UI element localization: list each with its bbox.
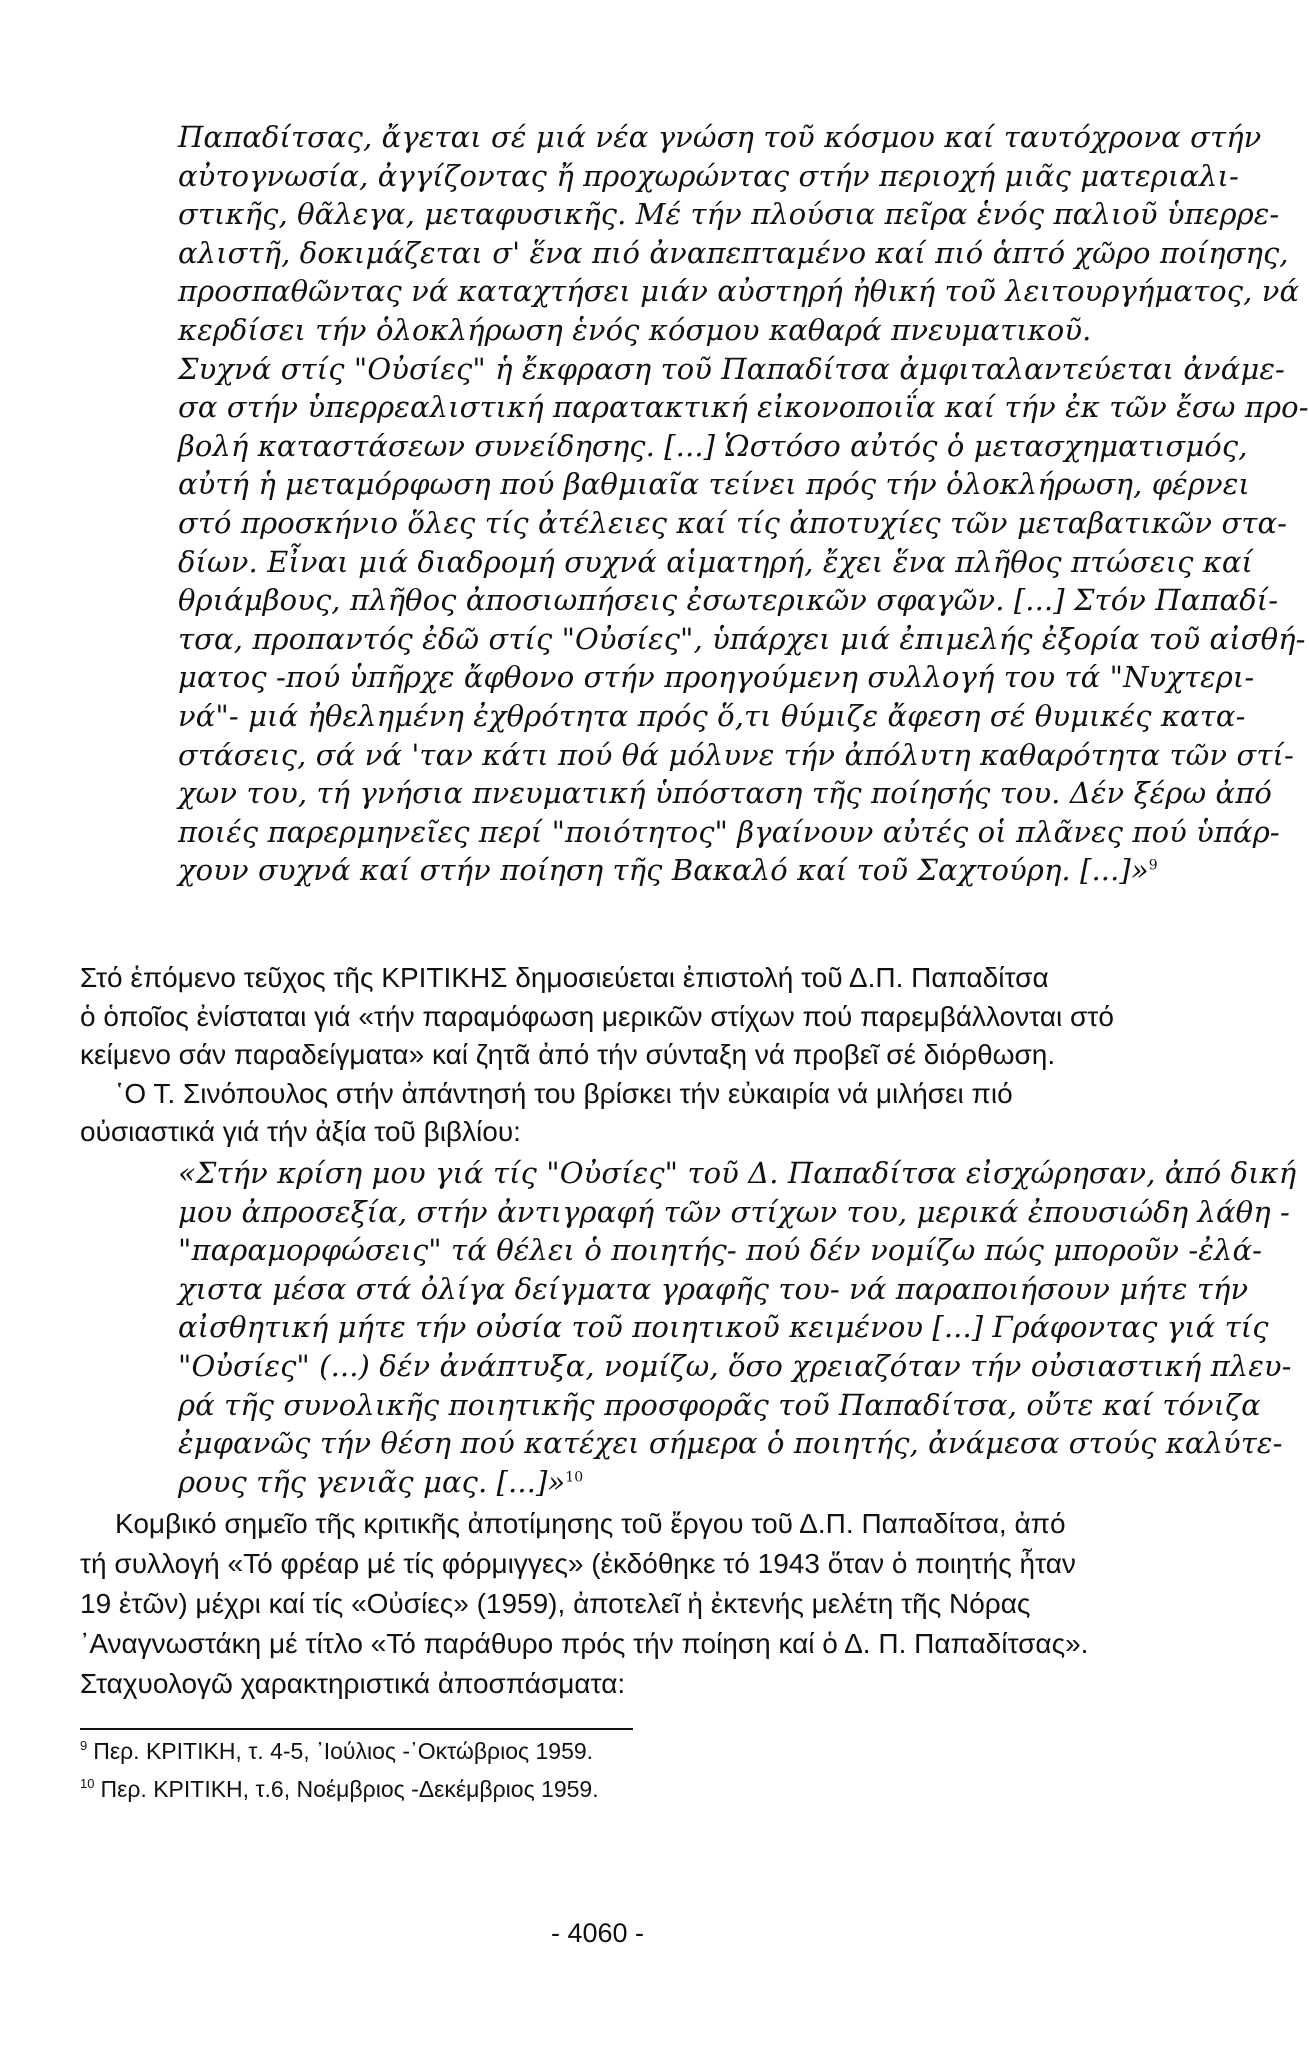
footnote-number: 9 bbox=[80, 1738, 88, 1754]
text-line: "Οὐσίες" (...) δέν ἀνάπτυξα, νομίζω, ὅσο χρειαζόταν τήν οὐσιαστική πλευ- bbox=[178, 1349, 1292, 1383]
footnote-separator bbox=[80, 1728, 633, 1730]
text-line: στάσεις, σά νά 'ταν κάτι πού θά μόλυνε τήν ἀπόλυτη καθαρότητα τῶν στί- bbox=[178, 737, 1294, 772]
text-line: ῾Ο Τ. Σινόπουλος στήν ἀπάντησή του βρίσκει τήν εὐκαιρία νά μιλήσει πιό bbox=[115, 1077, 1013, 1109]
text-line: ᾿Αναγνωστάκη μέ τίτλο «Τό παράθυρο πρός τήν ποίηση καί ὁ Δ. Π. Παπαδίτσας». bbox=[80, 1628, 1089, 1659]
text-line: ρους τῆς γενιᾶς μας. [...]»$^{10}$ bbox=[178, 1464, 584, 1499]
text-line: 19 ἐτῶν) μέχρι καί τίς «Οὐσίες» (1959), ἀποτελεῖ ἡ ἐκτενής μελέτη τῆς Νόρας bbox=[80, 1588, 1031, 1619]
footnote bbox=[80, 1776, 599, 1803]
footnote bbox=[80, 1738, 593, 1765]
footnote-number: 10 bbox=[80, 1776, 95, 1792]
text-line: προσπαθῶντας νά καταχτήσει μιάν αὐστηρή ἠθική τοῦ λειτουργήματος, νά bbox=[178, 274, 1300, 309]
text-line: μου ἀπροσεξία, στήν ἀντιγραφή τῶν στίχων του, μερικά ἐπουσιώδη λάθη - bbox=[178, 1194, 1290, 1229]
footnote-text: Περ. ΚΡΙΤΙΚΗ, τ. 4-5, ᾿Ιούλιος -᾿Οκτώβριος 1959. bbox=[93, 1738, 594, 1764]
text-line: «Στήν κρίση μου γιά τίς "Οὐσίες" τοῦ Δ. Παπαδίτσα εἰσχώρησαν, ἀπό δική bbox=[178, 1156, 1297, 1190]
text-line: Σταχυολογῶ χαρακτηριστικά ἀποσπάσματα: bbox=[80, 1668, 626, 1699]
text-line: ρά τῆς συνολικῆς ποιητικῆς προσφορᾶς τοῦ Παπαδίτσα, οὔτε καί τόνιζα bbox=[178, 1387, 1261, 1422]
text-line: χιστα μέσα στά ὀλίγα δείγματα γραφῆς του- νά παραποιήσουν μήτε τήν bbox=[178, 1271, 1249, 1306]
text-line: ὁ ὁποῖος ἐνίσταται γιά «τήν παραμόφωση μερικῶν στίχων πού παρεμβάλλονται στό bbox=[80, 1000, 1114, 1032]
text-line: αἰσθητική μήτε τήν οὐσία τοῦ ποιητικοῦ κειμένου [...] Γράφοντας γιά τίς bbox=[178, 1310, 1269, 1345]
text-line: νά"- μιά ἠθελημένη ἐχθρότητα πρός ὅ,τι θύμιζε ἄφεση σέ θυμικές κατα- bbox=[178, 699, 1246, 733]
text-line: στικῆς, θᾶλεγα, μεταφυσικῆς. Μέ τήν πλούσια πεῖρα ἑνός παλιοῦ ὑπερρε- bbox=[178, 197, 1280, 232]
text-line: "παραμορφώσεις" τά θέλει ὁ ποιητής- πού δέν νομίζω πώς μποροῦν -ἐλά- bbox=[178, 1233, 1263, 1268]
text-line: Παπαδίτσας, ἄγεται σέ μιά νέα γνώση τοῦ κόσμου καί ταυτόχρονα στήν bbox=[178, 120, 1262, 154]
text-line: χουν συχνά καί στήν ποίηση τῆς Βακαλό καί τοῦ Σαχτούρη. [...]»$^9$ bbox=[178, 853, 1158, 888]
text-line: οὐσιαστικά γιά τήν ἀξία τοῦ βιβλίου: bbox=[80, 1116, 521, 1147]
text-line: δίων. Εἶναι μιά διαδρομή συχνά αἱματηρή, ἔχει ἕνα πλῆθος πτώσεις καί bbox=[178, 544, 1253, 579]
footnote-text: Περ. ΚΡΙΤΙΚΗ, τ.6, Νοέμβριος -Δεκέμβριος 1959. bbox=[100, 1776, 599, 1802]
text-line: τσα, προπαντός ἐδῶ στίς "Οὐσίες", ὑπάρχει μιά ἐπιμελής ἐξορία τοῦ αἰσθή- bbox=[178, 621, 1306, 656]
footnote-ref: 10 bbox=[565, 1469, 584, 1486]
text-line: κερδίσει τήν ὁλοκλήρωση ἑνός κόσμου καθαρά πνευματικοῦ. bbox=[178, 313, 1092, 347]
text-line: τή συλλογή «Τό φρέαρ μέ τίς φόρμιγγες» (ἐκδόθηκε τό 1943 ὅταν ὁ ποιητής ἦταν bbox=[80, 1548, 1076, 1579]
text-line: Στό ἑπόμενο τεῦχος τῆς ΚΡΙΤΙΚΗΣ δημοσιεύεται ἐπιστολή τοῦ Δ.Π. Παπαδίτσα bbox=[80, 962, 1049, 993]
text-line: στό προσκήνιο ὅλες τίς ἀτέλειες καί τίς ἀποτυχίες τῶν μεταβατικῶν στα- bbox=[178, 506, 1288, 540]
text-line: ἐμφανῶς τήν θέση πού κατέχει σήμερα ὁ ποιητής, ἀνάμεσα στούς καλύτε- bbox=[178, 1426, 1283, 1461]
text-line: κείμενο σάν παραδείγματα» καί ζητᾶ ἀπό τήν σύνταξη νά προβεῖ σέ διόρθωση. bbox=[80, 1039, 1056, 1070]
text-line: αὐτογνωσία, ἀγγίζοντας ἤ προχωρώντας στήν περιοχή μιᾶς ματεριαλι- bbox=[178, 158, 1239, 193]
text-line: αὐτή ἡ μεταμόρφωση πού βαθμιαῖα τείνει πρός τήν ὁλοκλήρωση, φέρνει bbox=[178, 467, 1250, 502]
text-line: χων του, τή γνήσια πνευματική ὑπόσταση τῆς ποίησής του. Δέν ξέρω ἀπό bbox=[178, 776, 1272, 811]
text-line: Συχνά στίς "Οὐσίες" ἡ ἔκφραση τοῦ Παπαδίτσα ἀμφιταλαντεύεται ἀνάμε- bbox=[178, 351, 1285, 386]
footnote-ref: 9 bbox=[1148, 857, 1158, 874]
text-line: αλιστῆ, δοκιμάζεται σ' ἕνα πιό ἀναπεπταμένο καί πιό ἁπτό χῶρο ποίησης, bbox=[178, 235, 1289, 270]
text-line: βολή καταστάσεων συνείδησης. [...] Ὡστόσο αὐτός ὁ μετασχηματισμός, bbox=[178, 428, 1248, 463]
page-number: - 4060 - bbox=[550, 1918, 645, 1948]
text-line: Κομβικό σημεῖο τῆς κριτικῆς ἀποτίμησης τοῦ ἔργου τοῦ Δ.Π. Παπαδίτσα, ἀπό bbox=[115, 1508, 1066, 1539]
text-line: ματος -πού ὑπῆρχε ἄφθονο στήν προηγούμενη συλλογή του τά "Νυχτερι- bbox=[178, 660, 1255, 695]
text-line: σα στήν ὑπερρεαλιστική παρατακτική εἰκονοποιΐα καί τήν ἐκ τῶν ἔσω προ- bbox=[178, 390, 1309, 425]
text-line: ποιές παρερμηνεῖες περί "ποιότητος" βγαίνουν αὐτές οἱ πλᾶνες πού ὑπάρ- bbox=[178, 814, 1280, 849]
text-line: θριάμβους, πλῆθος ἀποσιωπήσεις ἐσωτερικῶν σφαγῶν. [...] Στόν Παπαδί- bbox=[178, 583, 1279, 618]
